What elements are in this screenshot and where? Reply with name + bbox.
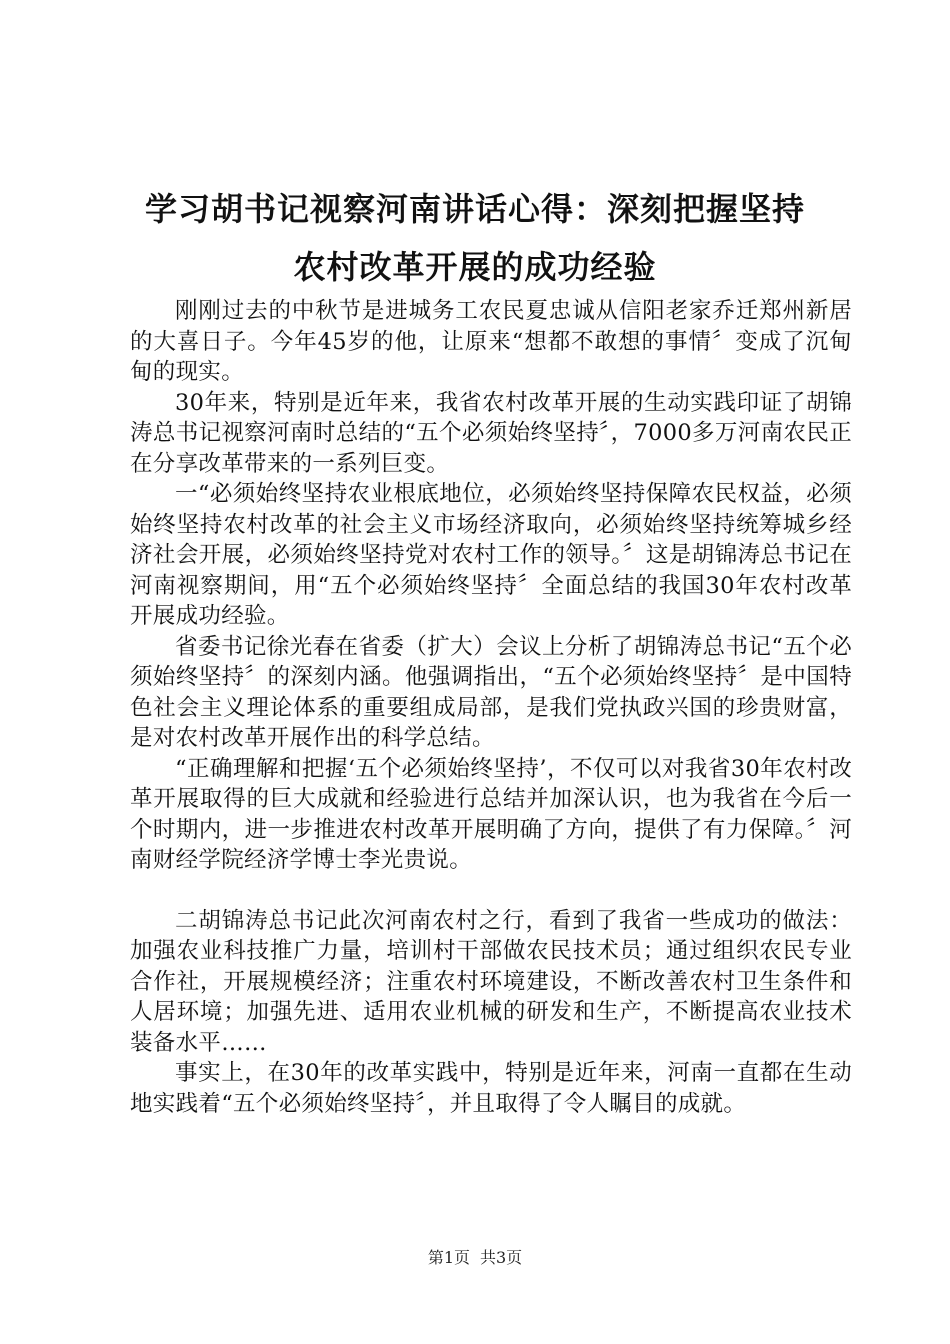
paragraph-4: 省委书记徐光春在省委（扩大）会议上分析了胡锦涛总书记“五个必须始终坚持〞的深刻内涵。他强调指出，“五个必须始终坚持〞是中国特色社会主义理论体系的重要组成局部，是我们党执政兴国的珍贵财富，是对农村改革开展作出的科学总结。 xyxy=(130,633,852,751)
title-line-1: 学习胡书记视察河南讲话心得：深刻把握坚持 xyxy=(144,190,805,228)
paragraph-6: 二胡锦涛总书记此次河南农村之行，看到了我省一些成功的做法：加强农业科技推广力量，培训村干部做农民技术员；通过组织农民专业合作社，开展规模经济；注重农村环境建设，不断改善农村卫生条件和人居环境；加强先进、适用农业机械的研发和生产，不断提高农业技术装备水平…… xyxy=(130,907,852,1056)
page-number: 第1页 xyxy=(427,1248,470,1267)
paragraph-spacer xyxy=(130,876,852,906)
paragraph-7: 事实上，在30年的改革实践中，特别是近年来，河南一直都在生动地实践着“五个必须始终坚持〞，并且取得了令人瞩目的成就。 xyxy=(130,1060,852,1117)
paragraph-3: 一“必须始终坚持农业根底地位，必须始终坚持保障农民权益，必须始终坚持农村改革的社会主义市场经济取向，必须始终坚持统筹城乡经济社会开展，必须始终坚持党对农村工作的领导。〞这是胡锦涛总书记在河南视察期间，用“五个必须始终坚持〞全面总结的我国30年农村改革开展成功经验。 xyxy=(130,481,852,629)
title-line-2: 农村改革开展的成功经验 xyxy=(293,248,657,286)
paragraph-2: 30年来，特别是近年来，我省农村改革开展的生动实践印证了胡锦涛总书记视察河南时总结的“五个必须始终坚持〞，7000多万河南农民正在分享改革带来的一系列巨变。 xyxy=(130,389,852,477)
page-footer xyxy=(0,1245,950,1268)
document-title xyxy=(100,180,850,296)
page-total: 共3页 xyxy=(480,1248,523,1267)
paragraph-5: “正确理解和把握‘五个必须始终坚持’，不仅可以对我省30年农村改革开展取得的巨大成就和经验进行总结并加深认识，也为我省在今后一个时期内，进一步推进农村改革开展明确了方向，提供了有力保障。〞河南财经学院经济学博士李光贵说。 xyxy=(130,755,852,873)
document-body xyxy=(130,296,852,1119)
paragraph-1: 刚刚过去的中秋节是进城务工农民夏忠诚从信阳老家乔迁郑州新居的大喜日子。今年45岁的他，让原来“想都不敢想的事情〞变成了沉甸甸的现实。 xyxy=(130,298,852,385)
